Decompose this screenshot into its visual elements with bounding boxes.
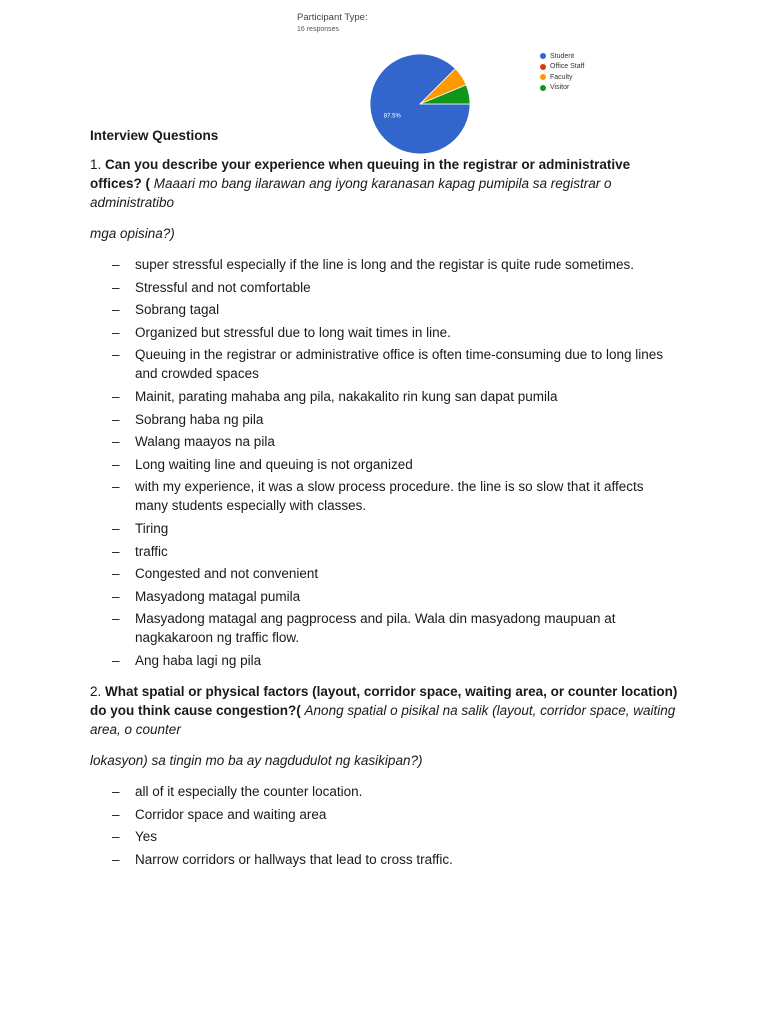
- answer-text: with my experience, it was a slow process procedure. the line is so slow that it affects many students especially with classes.: [135, 479, 644, 514]
- answer-item: [90, 323, 680, 342]
- question-2-answers: [90, 782, 680, 869]
- pie-chart-block: [0, 0, 768, 130]
- answer-text: Ang haba lagi ng pila: [135, 652, 262, 668]
- answer-text: Narrow corridors or hallways that lead to cross traffic.: [135, 851, 453, 867]
- bullet-dash: –: [112, 279, 120, 295]
- bullet-dash: –: [112, 652, 120, 668]
- answer-item: [90, 564, 680, 583]
- bullet-dash: –: [112, 543, 120, 559]
- answer-text: Organized but stressful due to long wait times in line.: [135, 324, 451, 340]
- question-1-tail: mga opisina?): [90, 226, 175, 241]
- bullet-dash: –: [112, 388, 120, 404]
- legend-entry: [540, 51, 584, 62]
- answer-text: Queuing in the registrar or administrative office is often time-consuming due to long lines and crowded spaces: [135, 347, 664, 382]
- answer-text: Masyadong matagal ang pagprocess and pila. Wala din masyadong maupuan at nagkakaroon ng traffic flow.: [135, 611, 616, 646]
- bullet-dash: –: [112, 783, 120, 799]
- answer-item: [90, 410, 680, 429]
- legend-swatch: [540, 85, 546, 91]
- legend-entry: [540, 83, 584, 94]
- answer-text: Tiring: [135, 520, 169, 536]
- legend-label: Office Staff: [550, 63, 585, 71]
- answer-text: Masyadong matagal pumila: [135, 588, 301, 604]
- legend-label: Visitor: [550, 84, 570, 92]
- answer-item: [90, 345, 680, 383]
- answer-text: super stressful especially if the line is long and the registar is quite rude sometimes.: [135, 257, 634, 272]
- answer-text: Walang maayos na pila: [135, 434, 275, 450]
- answer-text: Mainit, parating mahaba ang pila, nakakalito rin kung san dapat pumila: [135, 388, 558, 404]
- bullet-dash: –: [112, 302, 120, 318]
- question-1-answers: [90, 255, 680, 670]
- legend-swatch: [540, 74, 546, 80]
- section-heading: Interview Questions: [90, 128, 219, 143]
- answer-item: [90, 782, 680, 801]
- answer-text: Long waiting line and queuing is not organized: [135, 456, 413, 472]
- answer-text: Sobrang tagal: [135, 302, 220, 318]
- legend-label: Student: [550, 52, 575, 60]
- legend-label: Faculty: [550, 73, 573, 81]
- answer-text: all of it especially the counter location.: [135, 783, 363, 799]
- bullet-dash: –: [112, 324, 120, 340]
- answer-text: Sobrang haba ng pila: [135, 411, 264, 427]
- answer-item: [90, 609, 680, 647]
- answer-item: [90, 542, 680, 561]
- bullet-dash: –: [112, 851, 120, 867]
- bullet-dash: –: [112, 611, 120, 627]
- bullet-dash: –: [112, 829, 120, 845]
- bullet-dash: –: [112, 411, 120, 427]
- pie-slice-label: 87.5%: [383, 113, 401, 120]
- answer-text: Stressful and not comfortable: [135, 279, 311, 295]
- chart-legend: [540, 51, 584, 93]
- answer-text: Yes: [135, 829, 158, 845]
- answer-item: [90, 519, 680, 538]
- bullet-dash: –: [112, 806, 120, 822]
- answer-item: [90, 455, 680, 474]
- bullet-dash: –: [112, 566, 120, 582]
- answer-item: [90, 255, 680, 274]
- answer-item: [90, 850, 680, 869]
- answer-item: [90, 651, 680, 670]
- answer-item: [90, 300, 680, 319]
- chart-title: Participant Type:: [297, 12, 368, 23]
- bullet-dash: –: [112, 347, 120, 363]
- bullet-dash: –: [112, 456, 120, 472]
- bullet-dash: –: [112, 588, 120, 604]
- question-2-text: 2. What spatial or physical factors (layout, corridor space, waiting area, or counter location) do you think cause congestion?( Anong spatial o pisikal na salik (layout, corridor space, waiting area, o counter: [90, 683, 678, 737]
- answer-item: [90, 827, 680, 846]
- answer-text: traffic: [135, 543, 168, 559]
- legend-entry: [540, 72, 584, 83]
- question-1: [90, 155, 680, 670]
- bullet-dash: –: [112, 434, 120, 450]
- legend-swatch: [540, 64, 546, 70]
- legend-entry: [540, 62, 584, 73]
- question-2: [90, 682, 680, 869]
- chart-subtitle: 16 responses: [297, 26, 340, 33]
- legend-swatch: [540, 53, 546, 59]
- answer-item: [90, 387, 680, 406]
- bullet-dash: –: [112, 520, 120, 536]
- answer-item: [90, 432, 680, 451]
- bullet-dash: –: [112, 257, 120, 272]
- answer-text: Congested and not convenient: [135, 566, 319, 582]
- answer-item: [90, 805, 680, 824]
- question-2-tail: lokasyon) sa tingin mo ba ay nagdudulot ng kasikipan?): [90, 752, 423, 768]
- question-1-text: 1. Can you describe your experience when queuing in the registrar or administrative offices? ( Maaari mo bang ilarawan ang iyong karanasan kapag pumipila sa registrar o administratibo: [90, 157, 631, 210]
- answer-item: [90, 477, 680, 515]
- answer-item: [90, 587, 680, 606]
- interview-document: [90, 126, 680, 881]
- answer-text: Corridor space and waiting area: [135, 806, 327, 822]
- bullet-dash: –: [112, 479, 120, 495]
- answer-item: [90, 278, 680, 297]
